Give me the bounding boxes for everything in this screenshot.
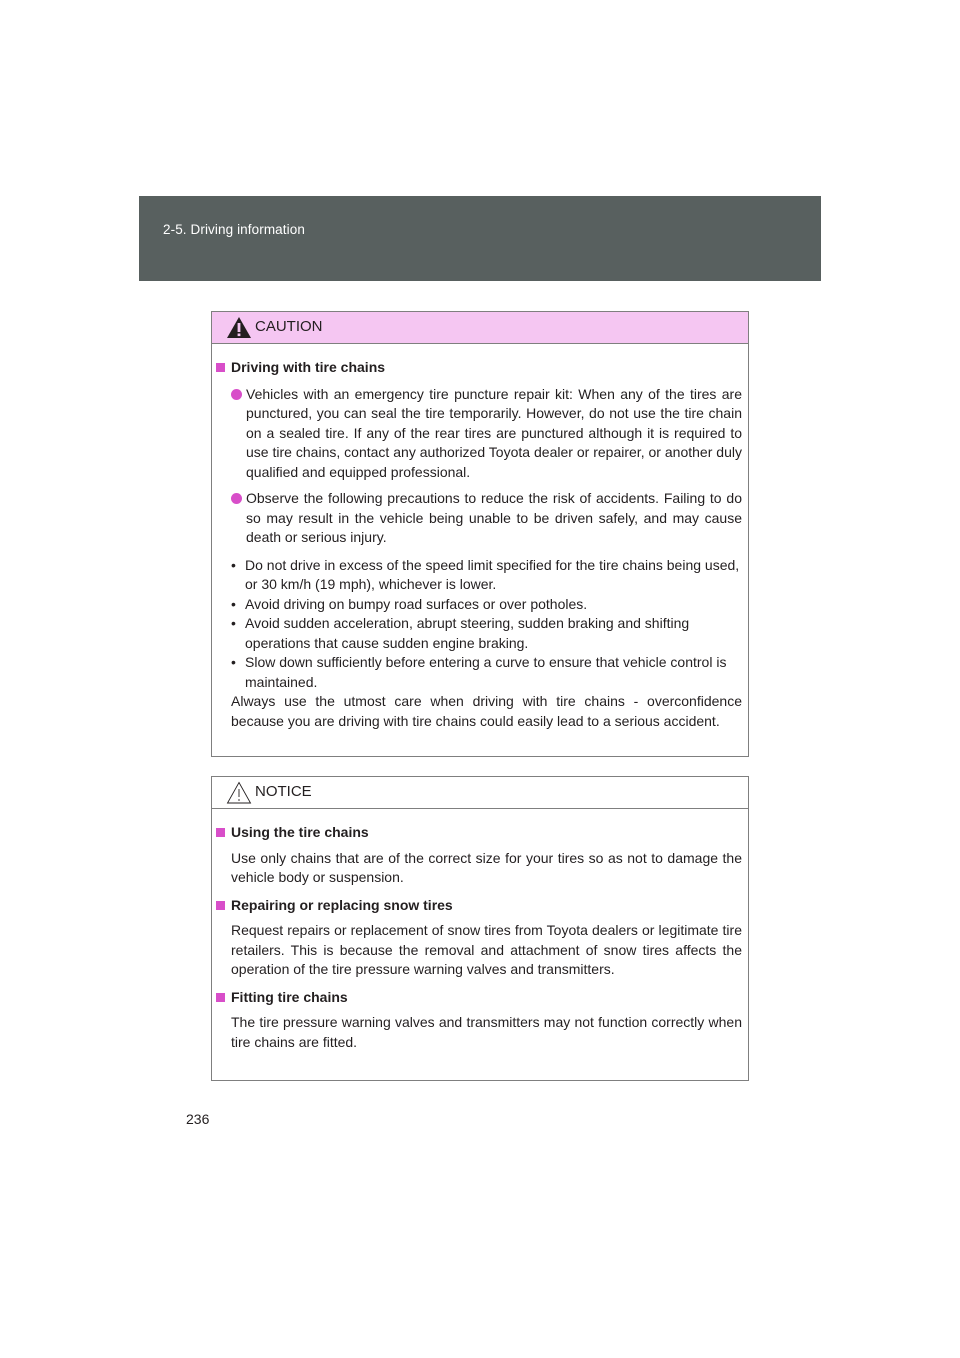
- caution-title: CAUTION: [255, 318, 323, 335]
- caution-subitems: [216, 556, 742, 693]
- caution-heading-text: Driving with tire chains: [231, 359, 386, 375]
- notice-heading: [216, 988, 742, 1008]
- caution-bullet: [216, 385, 742, 483]
- caution-subitem: • Avoid driving on bumpy road surfaces or over potholes.: [231, 595, 742, 615]
- round-bullet-icon: [231, 493, 242, 504]
- notice-content: [212, 809, 748, 1066]
- caution-title-bar: [212, 312, 748, 344]
- notice-heading-text: Using the tire chains: [231, 824, 369, 840]
- caution-bullet-text: Observe the following precautions to reduce the risk of accidents. Failing to do so may result in the vehicle being unable to be driven safely, and may cause death or serious injury.: [246, 490, 742, 545]
- section-header-band: [139, 196, 821, 281]
- caution-subitem-text: Avoid sudden acceleration, abrupt steering, sudden braking and shifting operations that cause sudden engine braking.: [245, 615, 690, 651]
- section-title: 2-5. Driving information: [163, 222, 305, 237]
- notice-paragraph: The tire pressure warning valves and transmitters may not function correctly when tire chains are fitted.: [231, 1014, 742, 1050]
- caution-subitem: • Avoid sudden acceleration, abrupt steering, sudden braking and shifting operations that cause sudden engine braking.: [231, 614, 742, 653]
- notice-title-bar: [212, 777, 748, 809]
- caution-bullet: [216, 489, 742, 548]
- warning-icon: [226, 316, 252, 339]
- caution-subitem: • Slow down sufficiently before entering a curve to ensure that vehicle control is maintained.: [231, 653, 742, 692]
- caution-subitem-text: Do not drive in excess of the speed limit specified for the tire chains being used, or 30 km/h (19 mph), whichever is lower.: [245, 556, 740, 592]
- caution-box: [211, 311, 749, 757]
- square-bullet-icon: [216, 901, 225, 910]
- caution-bullet-text: Vehicles with an emergency tire puncture repair kit: When any of the tires are punctured, you can seal the tire temporarily. However, do not use the tire chain on a sealed tire. If any of the rear tires are punctured although it is required to use tire chains, contact any authorized Toyota dealer or repairer, or another duly qualified and equipped professional.: [246, 385, 742, 480]
- caution-closing: Always use the utmost care when driving with tire chains - overconfidence because you are driving with tire chains could easily lead to a serious accident.: [231, 693, 742, 729]
- square-bullet-icon: [216, 363, 225, 372]
- notice-warning-icon: [226, 781, 252, 804]
- notice-paragraph: Use only chains that are of the correct size for your tires so as not to damage the vehicle body or suspension.: [231, 849, 742, 885]
- square-bullet-icon: [216, 828, 225, 837]
- caution-subitem-text: Avoid driving on bumpy road surfaces or over potholes.: [245, 595, 588, 612]
- notice-box: [211, 776, 749, 1081]
- caution-subitem: • Do not drive in excess of the speed limit specified for the tire chains being used, or 30 km/h (19 mph), whichever is lower.: [231, 556, 742, 595]
- notice-heading-text: Fitting tire chains: [231, 988, 348, 1005]
- notice-heading: [216, 823, 742, 843]
- caution-content: [212, 344, 748, 745]
- notice-paragraph: Request repairs or replacement of snow tires from Toyota dealers or legitimate tire retailers. This is because the removal and attachment of snow tires affects the operation of the tire pressure warning valves and transmitters.: [231, 922, 742, 977]
- caution-subitem-text: Slow down sufficiently before entering a curve to ensure that vehicle control is maintained.: [245, 654, 727, 690]
- page-number: 236: [186, 1111, 210, 1127]
- round-bullet-icon: [231, 389, 242, 400]
- square-bullet-icon: [216, 993, 225, 1002]
- notice-heading-text: Repairing or replacing snow tires: [231, 896, 453, 913]
- notice-title: NOTICE: [255, 783, 312, 800]
- notice-heading: [216, 896, 742, 916]
- caution-heading: [216, 358, 742, 378]
